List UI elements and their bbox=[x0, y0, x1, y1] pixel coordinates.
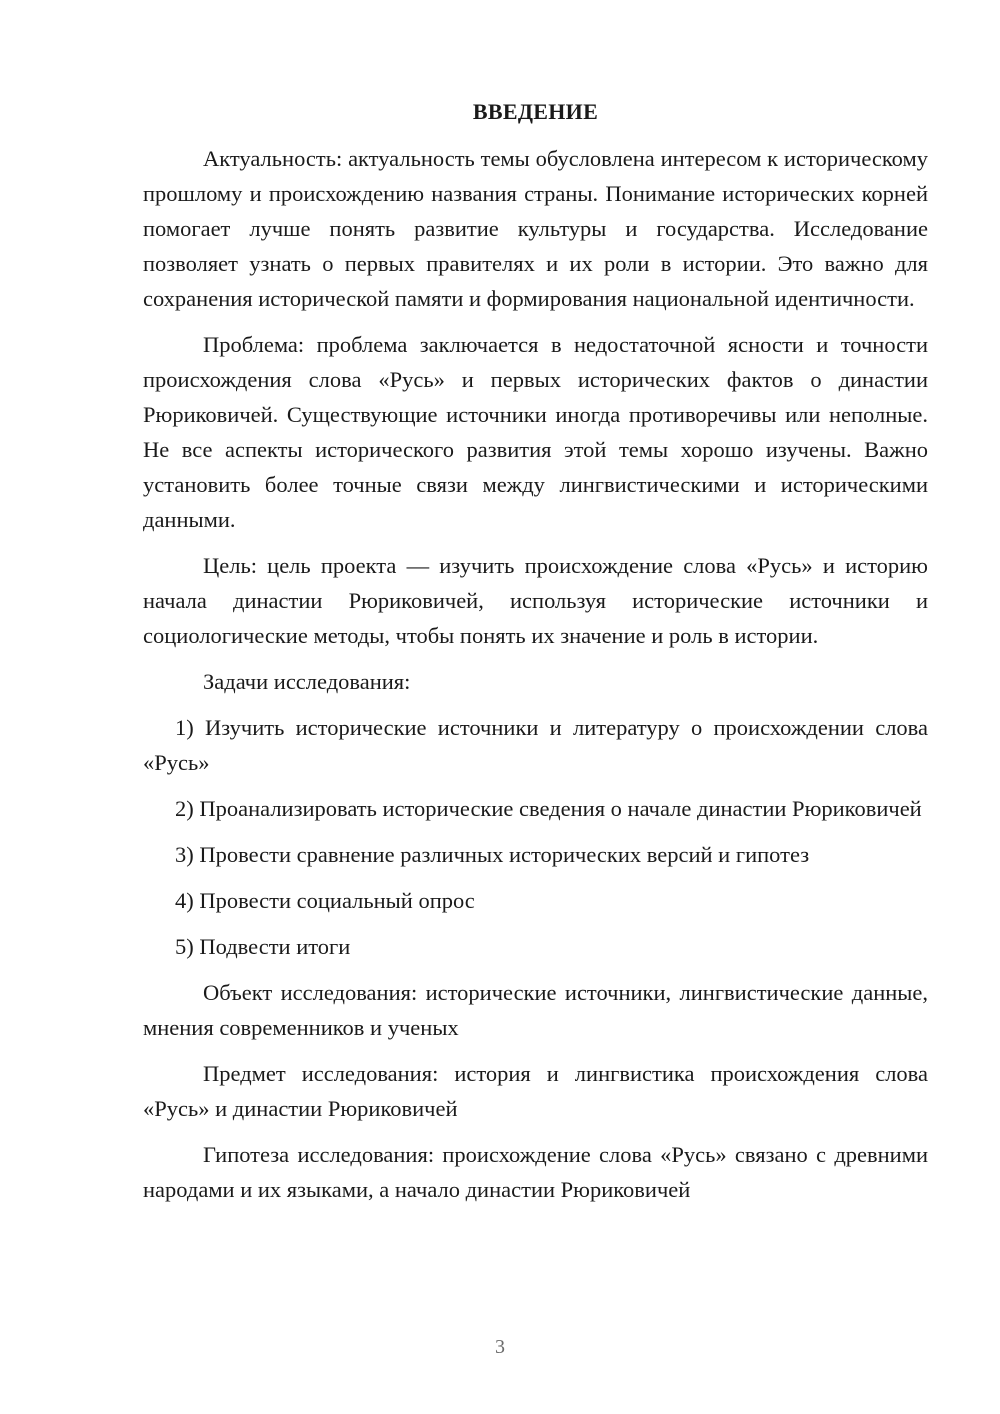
task-item: 3) Провести сравнение различных исторических версий и гипотез bbox=[175, 842, 810, 867]
relevance-paragraph: Актуальность: актуальность темы обусловлена интересом к историческому прошлому и происхождению названия страны. Понимание исторических корней помогает лучше понять развитие культуры и государства. Исследование позволяет узнать о первых правителях и их роли в истории. Это важно для сохранения исторической памяти и формирования национальной идентичности. bbox=[143, 146, 928, 311]
page-number: 3 bbox=[495, 1336, 505, 1358]
page-body bbox=[143, 94, 928, 1207]
subject-paragraph: Предмет исследования: история и лингвистика происхождения слова «Русь» и династии Рюриковичей bbox=[143, 1061, 928, 1121]
problem-paragraph: Проблема: проблема заключается в недостаточной ясности и точности происхождения слова «Русь» и первых исторических фактов о династии Рюриковичей. Существующие источники иногда противоречивы или неполные. Не все аспекты исторического развития этой темы хорошо изучены. Важно установить более точные связи между лингвистическими и историческими данными. bbox=[143, 332, 928, 532]
task-item: 1) Изучить исторические источники и литературу о происхождении слова «Русь» bbox=[143, 715, 928, 775]
section-title: ВВЕДЕНИЕ bbox=[472, 99, 599, 124]
goal-paragraph: Цель: цель проекта — изучить происхождение слова «Русь» и историю начала династии Рюриковичей, используя исторические источники и социологические методы, чтобы понять их значение и роль в истории. bbox=[143, 553, 928, 648]
task-item: 4) Провести социальный опрос bbox=[175, 888, 475, 913]
tasks-heading: Задачи исследования: bbox=[203, 669, 411, 694]
task-item: 2) Проанализировать исторические сведения о начале династии Рюриковичей bbox=[175, 796, 922, 821]
hypothesis-paragraph: Гипотеза исследования: происхождение слова «Русь» связано с древними народами и их языками, а начало династии Рюриковичей bbox=[143, 1142, 928, 1202]
task-item: 5) Подвести итоги bbox=[175, 934, 351, 959]
object-paragraph: Объект исследования: исторические источники, лингвистические данные, мнения современников и ученых bbox=[143, 980, 928, 1040]
